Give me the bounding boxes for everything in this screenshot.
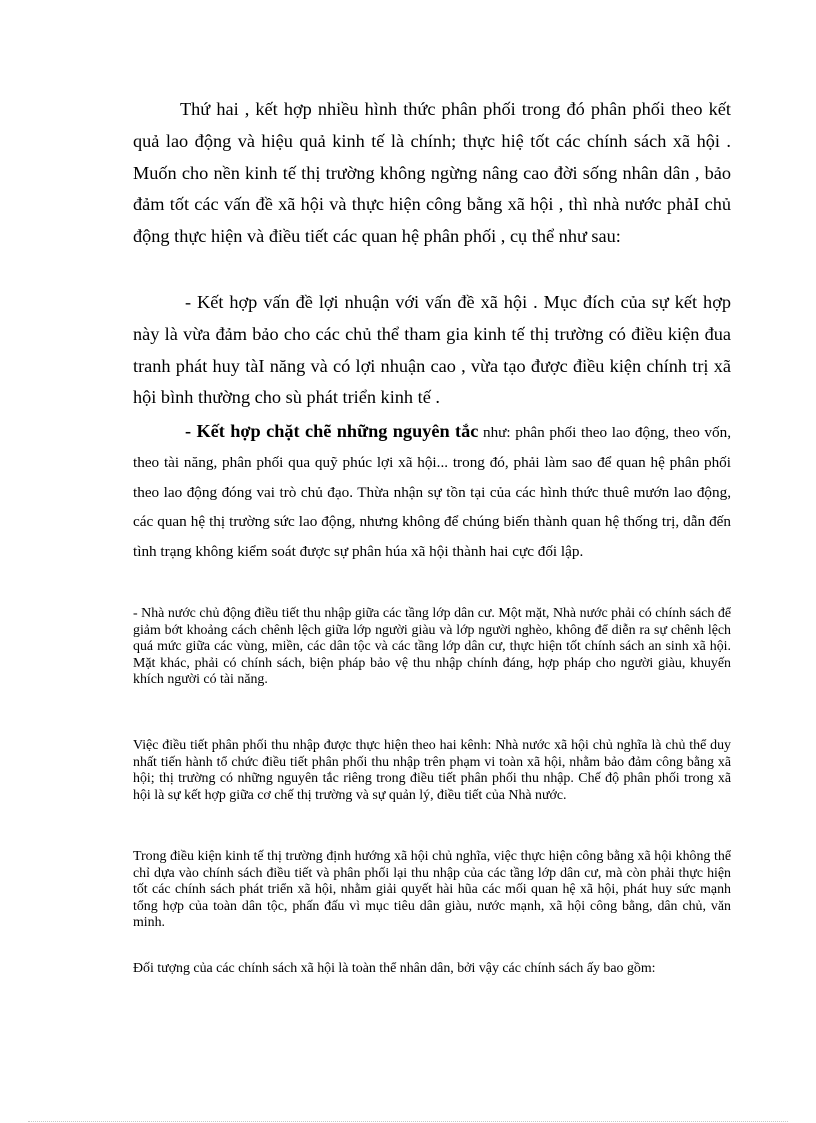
paragraph-1 [133,94,731,253]
paragraph-6-text: Trong điều kiện kinh tế thị trường định hướng xã hội chủ nghĩa, việc thực hiện công bằng xã hội không thể chỉ dựa vào chính sách điều tiết và phân phối lại thu nhập của các tầng lớp dân cư, mà còn phải thực hiện tốt các chính sách phát triển xã hội, nhằm giải quyết hài hũa các mối quan hệ xã hội, phát huy sức mạnh tổng hợp của toàn dân tộc, phấn đấu vì mục tiêu dân giàu, nước mạnh, xã hội công bằng, dân chủ, văn minh. [133,849,731,931]
paragraph-1-text: Thứ hai , kết hợp nhiều hình thức phân phối trong đó phân phối theo kết quả lao động và hiệu quả kinh tế là chính; thực hiệ tốt các chính sách xã hội . Muốn cho nền kinh tế thị trường không ngừng nâng cao đời sống nhân dân , bảo đảm tốt các vấn đề xã hội và thực hiện công bằng xã hội , thì nhà nước phảI chủ động thực hiện và điều tiết các quan hệ phân phối , cụ thể như sau: [133,99,731,247]
paragraph-7 [133,961,731,978]
page-bottom-rule [28,1121,788,1122]
paragraph-2-text: - Kết hợp vấn đề lợi nhuận với vấn đề xã hội . Mục đích của sự kết hợp này là vừa đảm bảo cho các chủ thể tham gia kinh tế thị trường có điều kiện đua tranh phát huy tàI năng và có lợi nhuận cao , vừa tạo được điều kiện chính trị xã hội bình thường cho sù phát triển kinh tế . [133,292,731,408]
paragraph-6 [133,849,731,932]
paragraph-3-body [133,417,731,567]
paragraph-5 [133,738,731,804]
paragraph-4 [133,606,731,689]
paragraph-3-text: như: phân phối theo lao động, theo vốn, theo tài năng, phân phối qua quỹ phúc lợi xã hội... trong đó, phải làm sao để quan hệ phân phối theo lao động đóng vai trò chủ đạo. Thừa nhận sự tồn tại của các hình thức thuê mướn lao động, các quan hệ thị trường sức lao động, nhưng không để chúng biến thành quan hệ thống trị, dẫn đến tình trạng không kiểm soát được sự phân húa xã hội thành hai cực đối lập. [133,424,732,561]
paragraph-5-text: Việc điều tiết phân phối thu nhập được thực hiện theo hai kênh: Nhà nước xã hội chủ nghĩa là chủ thể duy nhất tiến hành tổ chức điều tiết phân phối thu nhập trên phạm vi toàn xã hội, nhằm bảo đảm công bằng xã hội; thị trường có những nguyên tắc riêng trong điều tiết phân phối thu nhập. Chế độ phân phối trong xã hội là sự kết hợp giữa cơ chế thị trường và sự quản lý, điều tiết của Nhà nước. [133,738,731,803]
paragraph-2 [133,287,731,414]
paragraph-3 [133,417,731,567]
paragraph-7-text: Đối tượng của các chính sách xã hội là toàn thể nhân dân, bởi vậy các chính sách ấy bao gồm: [133,961,656,976]
paragraph-4-text: - Nhà nước chủ động điều tiết thu nhập giữa các tầng lớp dân cư. Một mặt, Nhà nước phải có chính sách để giảm bớt khoảng cách chênh lệch giữa lớp người giàu và lớp người nghèo, không để diễn ra sự chênh lệch quá mức giữa các vùng, miền, các dân tộc và các tầng lớp dân cư, thực hiện tốt chính sách an sinh xã hội. Mặt khác, phải có chính sách, biện pháp bảo vệ thu nhập chính đáng, hợp pháp cho người giàu, khuyến khích người có tài năng. [133,606,731,688]
paragraph-3-lead: - Kết hợp chặt chẽ những nguyên tắc [185,421,479,441]
